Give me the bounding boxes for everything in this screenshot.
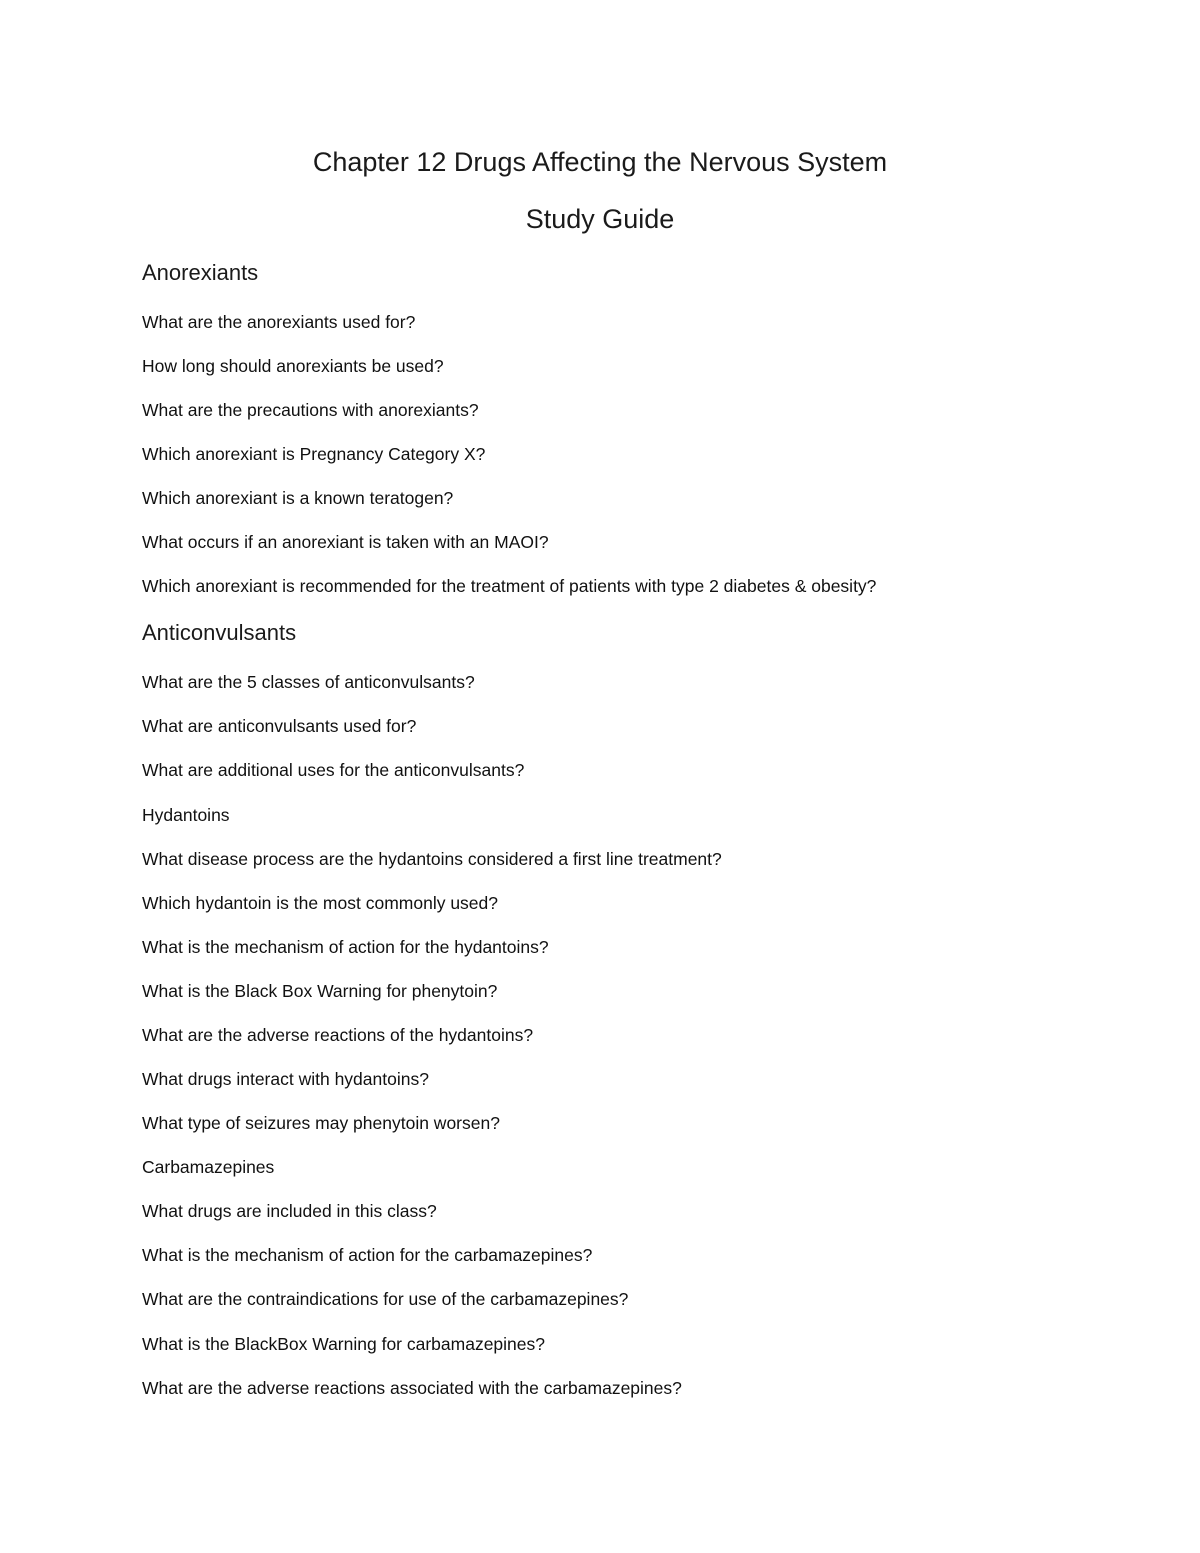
question-line: What is the mechanism of action for the hydantoins? [142,937,549,957]
question-line: What are the 5 classes of anticonvulsants? [142,672,475,692]
question-line: What are the adverse reactions of the hydantoins? [142,1025,534,1045]
question-line: What drugs are included in this class? [142,1201,437,1221]
question-line: What are additional uses for the anticonvulsants? [142,760,525,780]
section-heading-anorexiants: Anorexiants [142,260,259,285]
question-line: Which anorexiant is recommended for the treatment of patients with type 2 diabetes & obesity? [142,576,877,596]
question-line: What is the BlackBox Warning for carbamazepines? [142,1334,546,1354]
question-line: Which anorexiant is a known teratogen? [142,488,454,508]
question-line: What are the contraindications for use of the carbamazepines? [142,1289,629,1309]
question-line: What are the precautions with anorexiants? [142,400,479,420]
document-subtitle: Study Guide [525,204,675,234]
question-line: What are the anorexiants used for? [142,312,416,332]
question-line: What are the adverse reactions associated with the carbamazepines? [142,1378,682,1398]
question-line: Which anorexiant is Pregnancy Category X? [142,444,486,464]
question-line: What is the Black Box Warning for phenytoin? [142,981,498,1001]
subheading-line: Hydantoins [142,805,230,825]
question-line: What disease process are the hydantoins considered a first line treatment? [142,849,722,869]
question-line: What is the mechanism of action for the carbamazepines? [142,1245,593,1265]
question-line: What are anticonvulsants used for? [142,716,417,736]
subheading-line: Carbamazepines [142,1157,275,1177]
section-heading-anticonvulsants: Anticonvulsants [142,620,297,645]
question-line: What occurs if an anorexiant is taken with an MAOI? [142,532,549,552]
question-line: Which hydantoin is the most commonly used? [142,893,498,913]
question-line: How long should anorexiants be used? [142,356,444,376]
question-line: What drugs interact with hydantoins? [142,1069,429,1089]
document-title: Chapter 12 Drugs Affecting the Nervous System [312,147,888,177]
question-line: What type of seizures may phenytoin worsen? [142,1113,500,1133]
